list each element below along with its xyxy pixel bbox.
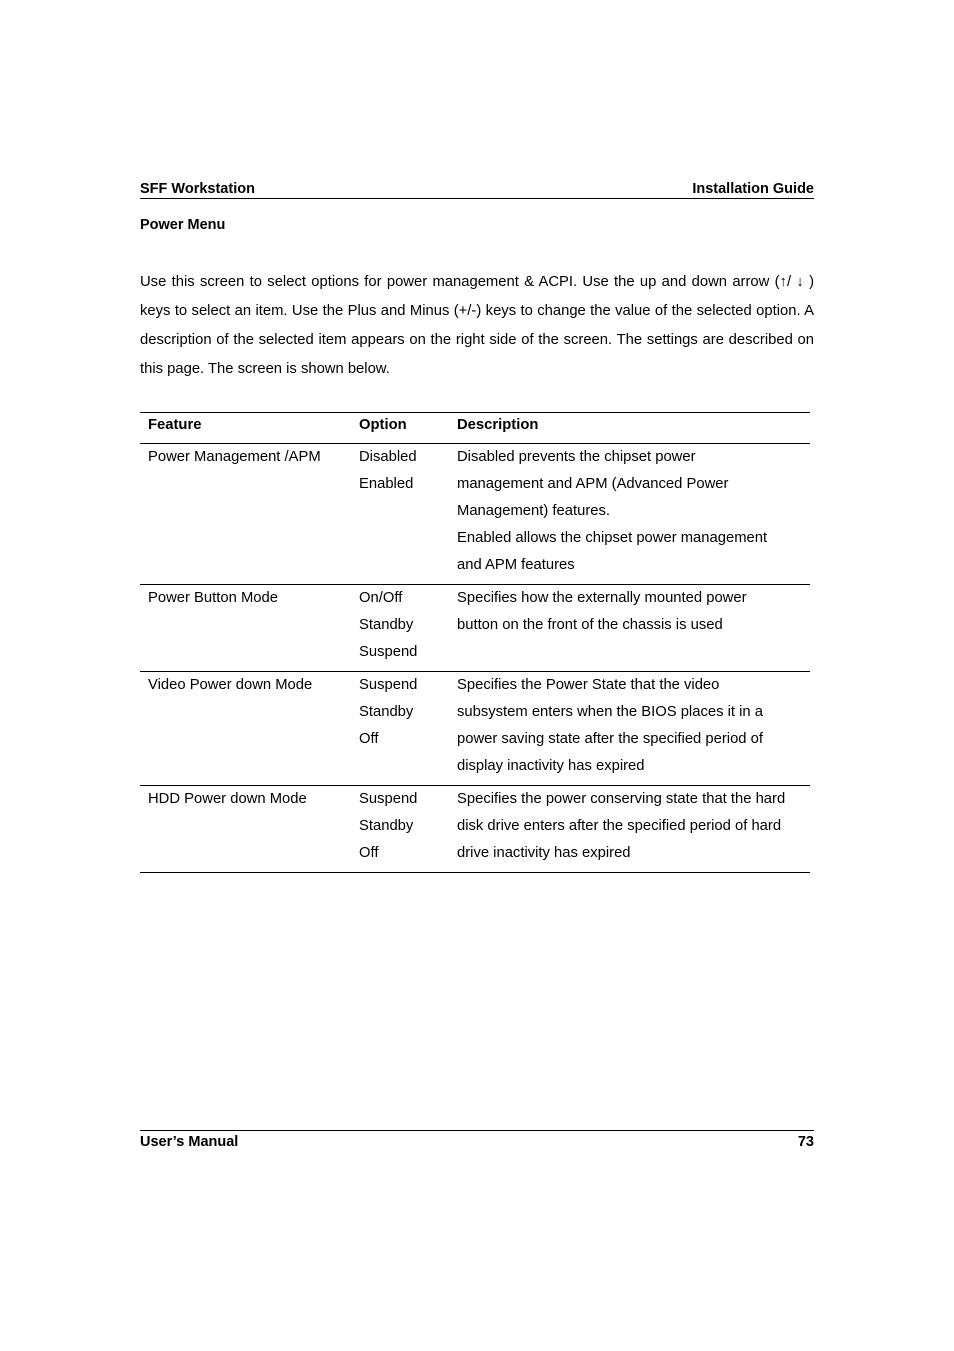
description-line: and APM features: [457, 557, 575, 573]
description-cell: [457, 444, 810, 585]
description-cell: [457, 786, 810, 873]
description-line: Enabled allows the chipset power management: [457, 530, 768, 546]
table-row: [140, 585, 810, 672]
description-cell: [457, 585, 810, 672]
description-line: Disabled prevents the chipset power: [457, 449, 696, 465]
description-line: subsystem enters when the BIOS places it in a: [457, 704, 763, 720]
table-row: [140, 672, 810, 786]
option-cell: [359, 585, 457, 672]
feature-cell: Video Power down Mode: [140, 672, 359, 786]
option-value: On/Off: [359, 590, 403, 606]
option-value: Suspend: [359, 677, 418, 693]
section-title: Power Menu: [140, 217, 226, 233]
description-line: Management) features.: [457, 503, 610, 519]
intro-paragraph: Use this screen to select options for power management & ACPI. Use the up and down arrow (↑/ ↓ ) keys to select an item. Use the Plus and Minus (+/-) keys to change the value of the selected option. A description of the selected item appears on the right side of the screen. The settings are described on this page. The screen is shown below.: [140, 274, 814, 377]
page-header: [140, 181, 814, 199]
table-row: [140, 444, 810, 585]
description-line: power saving state after the specified period of: [457, 731, 763, 747]
column-header-description: Description: [457, 413, 810, 444]
feature-cell: Power Management /APM: [140, 444, 359, 585]
option-value: Standby: [359, 617, 414, 633]
column-header-option: Option: [359, 413, 457, 444]
header-title-left: SFF Workstation: [140, 181, 255, 197]
footer-title: User’s Manual: [140, 1134, 239, 1150]
description-line: Specifies the Power State that the video: [457, 677, 720, 693]
column-header-feature: Feature: [140, 413, 359, 444]
option-cell: [359, 672, 457, 786]
option-cell: [359, 444, 457, 585]
option-value: Off: [359, 845, 379, 861]
page-footer: [140, 1130, 814, 1150]
header-title-right: Installation Guide: [692, 181, 814, 197]
option-value: Standby: [359, 704, 414, 720]
description-cell: [457, 672, 810, 786]
power-menu-table: [140, 412, 810, 873]
option-cell: [359, 786, 457, 873]
feature-cell: Power Button Mode: [140, 585, 359, 672]
option-value: Standby: [359, 818, 414, 834]
description-line: drive inactivity has expired: [457, 845, 631, 861]
option-value: Suspend: [359, 791, 418, 807]
option-value: Enabled: [359, 476, 414, 492]
description-line: disk drive enters after the specified period of hard: [457, 818, 782, 834]
table-row: [140, 786, 810, 873]
option-value: Off: [359, 731, 379, 747]
feature-cell: HDD Power down Mode: [140, 786, 359, 873]
description-line: management and APM (Advanced Power: [457, 476, 729, 492]
description-line: Specifies how the externally mounted power: [457, 590, 747, 606]
description-line: button on the front of the chassis is used: [457, 617, 723, 633]
option-value: Disabled: [359, 449, 417, 465]
description-line: display inactivity has expired: [457, 758, 645, 774]
description-line: Specifies the power conserving state that the hard: [457, 791, 786, 807]
option-value: Suspend: [359, 644, 418, 660]
page-number: 73: [797, 1134, 814, 1150]
table-header-row: [140, 413, 810, 444]
